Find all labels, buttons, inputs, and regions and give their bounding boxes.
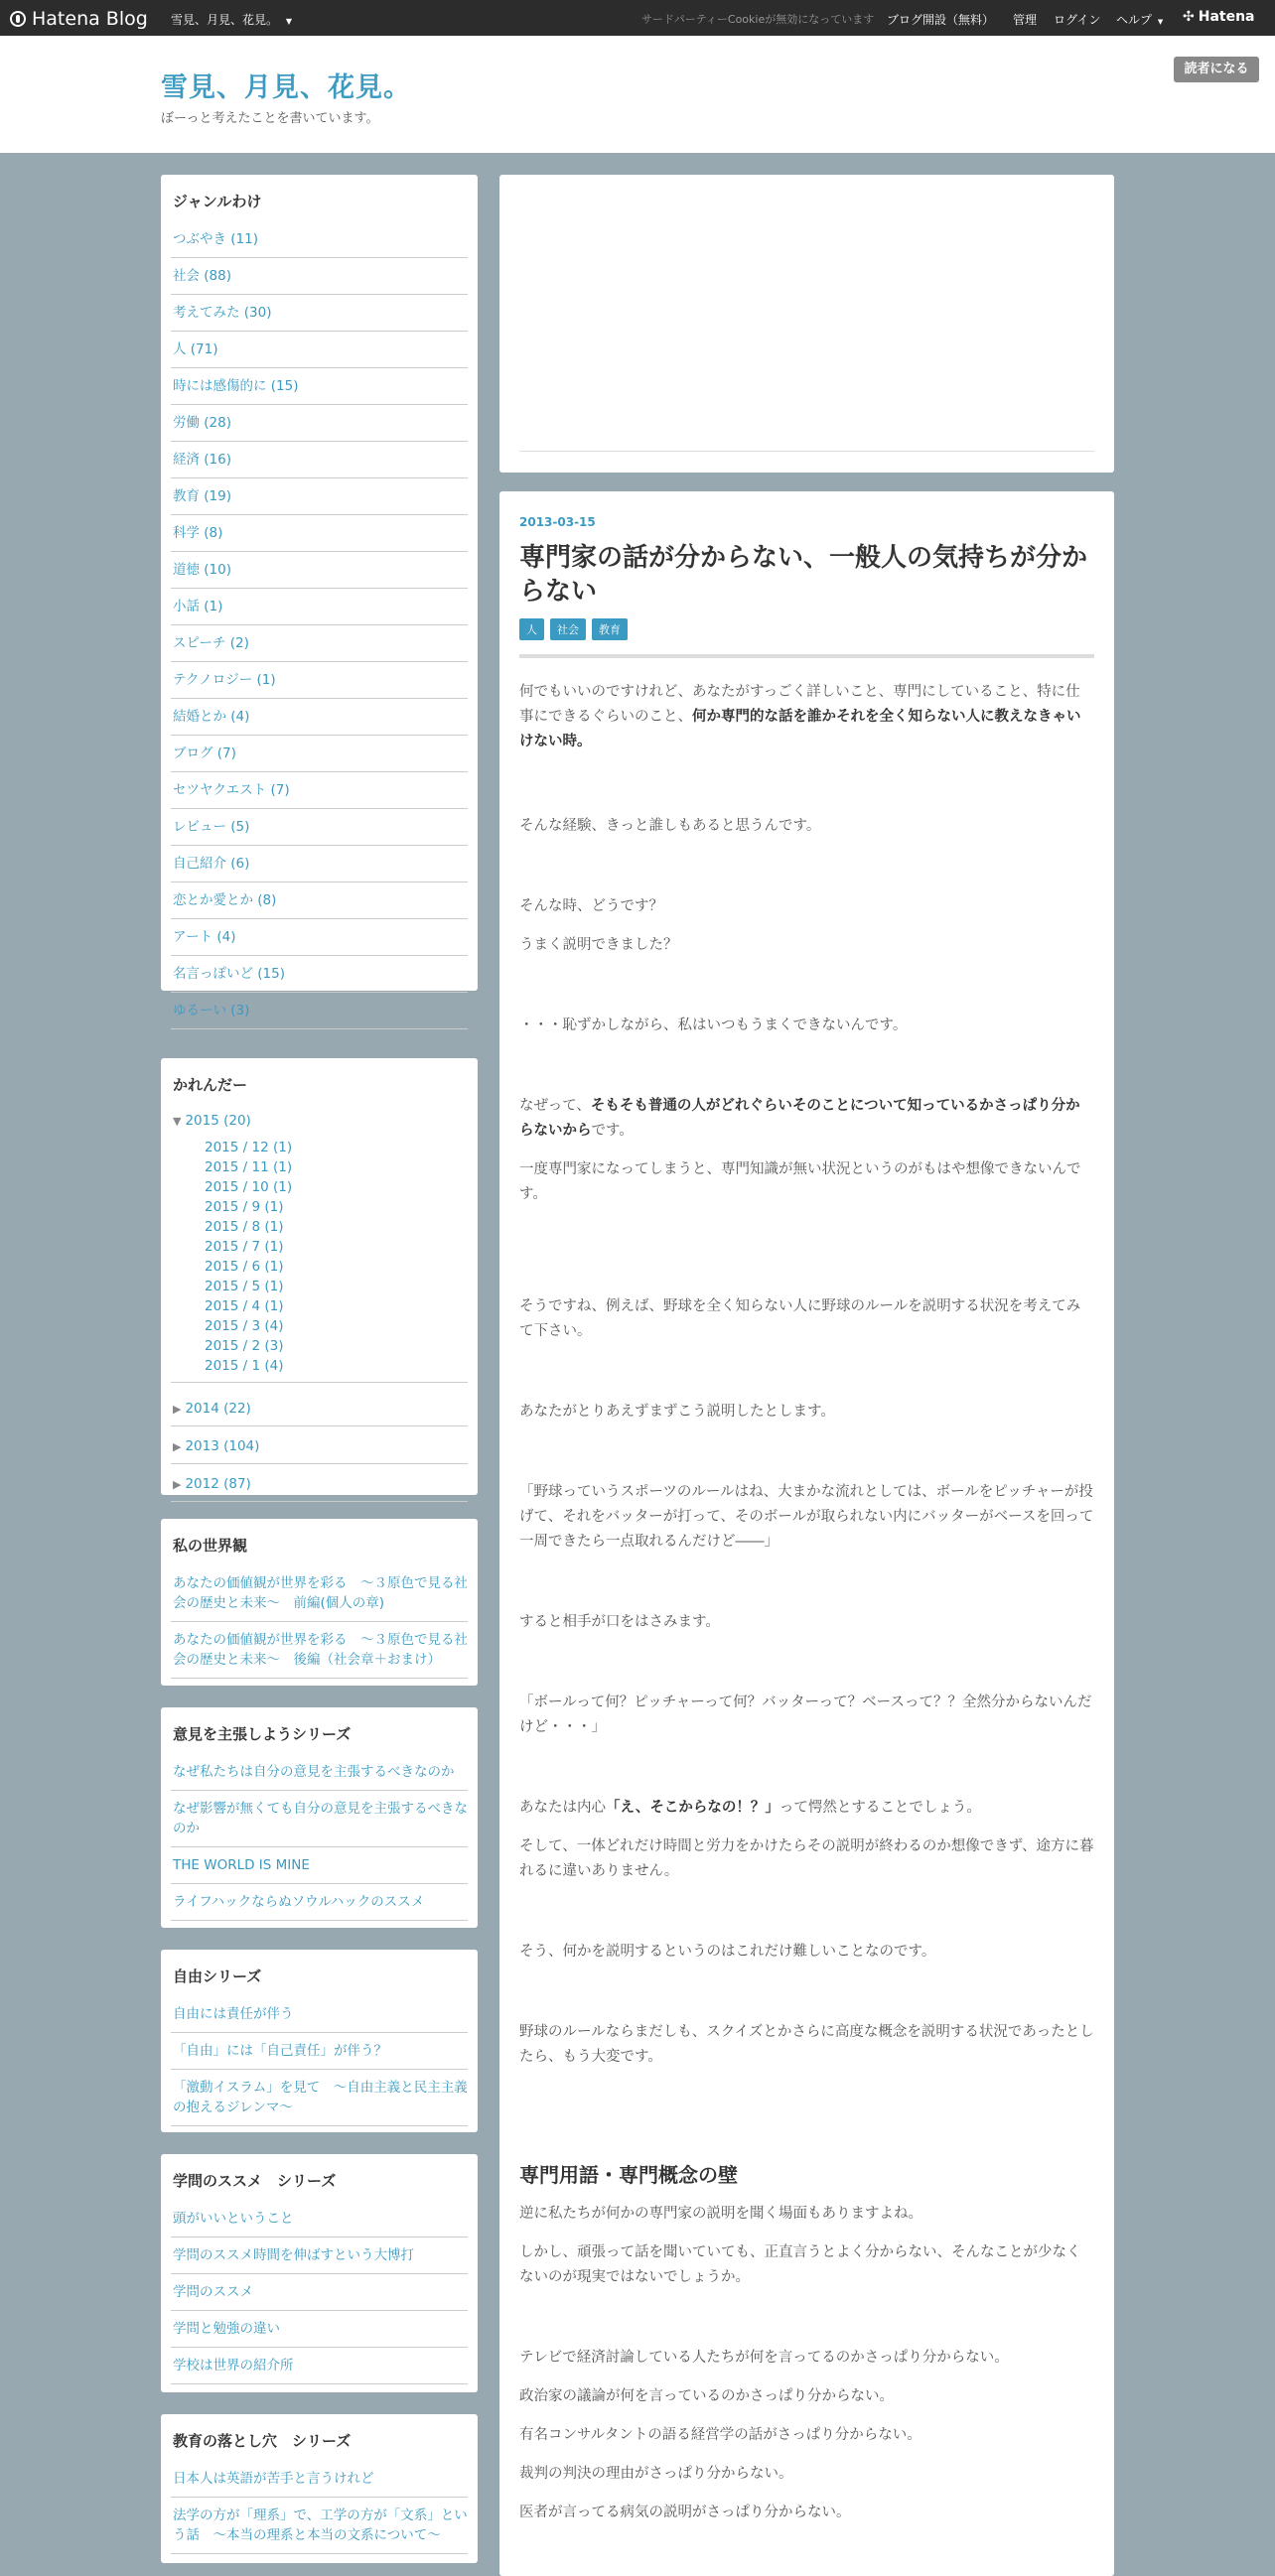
learning-link[interactable]: 学校は世界の紹介所 bbox=[171, 2348, 468, 2384]
module-title: 学問のススメ シリーズ bbox=[173, 2172, 337, 2190]
subscribe-button[interactable]: 読者になる bbox=[1174, 57, 1259, 82]
archive-month[interactable]: 2015 / 10 (1) bbox=[205, 1179, 293, 1195]
article-date[interactable]: 2013-03-15 bbox=[519, 515, 596, 529]
learning-link[interactable]: 学問と勉強の違い bbox=[171, 2311, 468, 2348]
opinion-link[interactable]: なぜ影響が無くても自分の意見を主張するべきなのか bbox=[171, 1791, 468, 1847]
paragraph: 野球のルールならまだしも、スクイズとかさらに高度な概念を説明する状況であったとしたら、もう大変です。 bbox=[519, 2024, 1094, 2065]
category-item[interactable]: 考えてみた (30) bbox=[171, 295, 468, 332]
global-header bbox=[0, 0, 1275, 36]
archive-month[interactable]: 2015 / 5 (1) bbox=[205, 1279, 284, 1294]
learning-link[interactable]: 学問のススメ時間を伸ばすという大博打 bbox=[171, 2237, 468, 2274]
worldview-link[interactable]: あなたの価値観が世界を彩る ～３原色で見る社会の歴史と未来～ 後編（社会章＋おまけ） bbox=[171, 1622, 468, 1679]
paragraph: 裁判の判決の理由がさっぱり分からない。 bbox=[519, 2466, 793, 2482]
category-item[interactable]: 自己紹介 (6) bbox=[171, 846, 468, 882]
emphasis: 「え、そこからなの！？」 bbox=[606, 1800, 779, 1816]
module-title: 教育の落とし穴 シリーズ bbox=[173, 2432, 352, 2450]
chevron-down-icon: ▼ bbox=[1157, 18, 1164, 26]
divider bbox=[519, 451, 1094, 452]
archive-year-2015[interactable] bbox=[171, 1105, 468, 1138]
freedom-link[interactable]: 自由には責任が伴う bbox=[171, 1996, 468, 2033]
worldview-module bbox=[161, 1519, 478, 1686]
article-title[interactable]: 専門家の話が分からない、一般人の気持ちが分からない bbox=[519, 543, 1088, 607]
education-link[interactable]: 法学の方が「理系」で、工学の方が「文系」という話 ～本当の理系と本当の文系について～ bbox=[171, 2498, 468, 2554]
archive-year-2014[interactable] bbox=[171, 1383, 468, 1426]
paragraph: そして、一体どれだけ時間と労力をかけたらその説明が終わるのか想像できず、途方に暮れるに違いありません。 bbox=[519, 1838, 1094, 1879]
blog-title[interactable]: 雪見、月見、花見。 bbox=[161, 72, 411, 103]
paragraph: そんな時、どうです？ bbox=[519, 898, 663, 914]
paragraph: そんな経験、きっと誰しもあると思うんです。 bbox=[519, 818, 821, 834]
blog-description: ぼーっと考えたことを書いています。 bbox=[161, 111, 379, 126]
article-tags bbox=[519, 618, 1094, 640]
text: って愕然とすることでしょう。 bbox=[779, 1800, 981, 1816]
archive-year-label: 2014 (22) bbox=[185, 1401, 251, 1417]
admin-link[interactable]: 管理 bbox=[1013, 13, 1038, 27]
module-title: ジャンルわけ bbox=[173, 193, 262, 210]
paragraph: あなたがとりあえずまずこう説明したとします。 bbox=[519, 1404, 835, 1420]
archive-month[interactable]: 2015 / 2 (3) bbox=[205, 1338, 284, 1354]
paragraph: 医者が言ってる病気の説明がさっぱり分からない。 bbox=[519, 2505, 851, 2520]
category-list bbox=[171, 221, 468, 1029]
paragraph: 一度専門家になってしまうと、専門知識が無い状況というのがもはや想像できないんです。 bbox=[519, 1161, 1081, 1202]
archive-month-list bbox=[171, 1138, 468, 1383]
category-item[interactable]: 道徳 (10) bbox=[171, 552, 468, 589]
paragraph: テレビで経済討論している人たちが何を言ってるのかさっぱり分からない。 bbox=[519, 2350, 1009, 2366]
archive-month[interactable]: 2015 / 4 (1) bbox=[205, 1298, 284, 1314]
category-item[interactable]: 小話 (1) bbox=[171, 589, 468, 625]
opinion-link[interactable]: なぜ私たちは自分の意見を主張するべきなのか bbox=[171, 1754, 468, 1791]
paragraph: うまく説明できました？ bbox=[519, 937, 678, 953]
archive-year-label: 2013 (104) bbox=[185, 1438, 260, 1454]
category-item[interactable]: セツヤクエスト (7) bbox=[171, 772, 468, 809]
module-title: 私の世界観 bbox=[173, 1537, 248, 1555]
module-title: かれんだー bbox=[173, 1076, 248, 1094]
paragraph: ・・・恥ずかしながら、私はいつもうまくできないんです。 bbox=[519, 1017, 908, 1033]
archive-month[interactable]: 2015 / 1 (4) bbox=[205, 1358, 284, 1374]
category-tag[interactable]: 教育 bbox=[592, 618, 628, 640]
text: です。 bbox=[591, 1123, 634, 1139]
category-item[interactable]: 名言っぽいど (15) bbox=[171, 956, 468, 993]
category-item[interactable]: ゆるーい (3) bbox=[171, 993, 468, 1029]
paragraph: そう、何かを説明するというのはこれだけ難しいことなのです。 bbox=[519, 1944, 936, 1960]
learning-link[interactable]: 頭がいいということ bbox=[171, 2201, 468, 2237]
chevron-down-icon: ▼ bbox=[285, 17, 292, 26]
category-item[interactable]: 時には感傷的に (15) bbox=[171, 368, 468, 405]
category-item[interactable]: テクノロジー (1) bbox=[171, 662, 468, 699]
category-item[interactable]: 労働 (28) bbox=[171, 405, 468, 442]
title-divider bbox=[519, 654, 1094, 658]
paragraph bbox=[519, 680, 1094, 754]
article-body bbox=[519, 680, 1094, 2525]
archive-year-2013[interactable] bbox=[171, 1426, 468, 1464]
cookie-notice[interactable]: サードパーティーCookieが無効になっています bbox=[641, 13, 875, 26]
triangle-right-icon[interactable]: ▶ bbox=[173, 1403, 182, 1416]
emphasis: そもそも普通の人がどれぐらいそのことについて知っているかさっぱり分からないから bbox=[519, 1098, 1080, 1139]
emphasis: 何か専門的な話を誰かそれを全く知らない人に教えなきゃいけない時。 bbox=[519, 709, 1081, 749]
text: あなたは内心 bbox=[519, 1800, 606, 1816]
category-tag[interactable]: 社会 bbox=[550, 618, 586, 640]
start-blog-link[interactable]: ブログ開設（無料） bbox=[887, 13, 995, 27]
logo-text: Hatena Blog bbox=[32, 8, 148, 30]
archive-month[interactable]: 2015 / 9 (1) bbox=[205, 1199, 284, 1215]
category-item[interactable]: 結婚とか (4) bbox=[171, 699, 468, 736]
category-item[interactable]: つぶやき (11) bbox=[171, 221, 468, 258]
learning-series-module bbox=[161, 2154, 478, 2392]
category-item[interactable]: アート (4) bbox=[171, 919, 468, 956]
opinion-link[interactable]: THE WORLD IS MINE bbox=[171, 1847, 468, 1884]
ad-box bbox=[499, 175, 1114, 473]
category-tag[interactable]: 人 bbox=[519, 618, 544, 640]
paragraph: 政治家の議論が何を言っているのかさっぱり分からない。 bbox=[519, 2388, 894, 2404]
opinion-series-module bbox=[161, 1707, 478, 1928]
archive-month[interactable]: 2015 / 7 (1) bbox=[205, 1239, 284, 1255]
text: 何でもいいのですけれど、あなたがすっごく詳しいこと、専門にしていること、特に仕事にできるぐらいのこと、 bbox=[519, 684, 1080, 725]
category-item[interactable]: 科学 (8) bbox=[171, 515, 468, 552]
module-title: 自由シリーズ bbox=[173, 1967, 262, 1985]
paragraph: 逆に私たちが何かの専門家の説明を聞く場面もありますよね。 bbox=[519, 2206, 922, 2222]
paragraph bbox=[519, 1796, 1094, 1821]
category-item[interactable]: 社会 (88) bbox=[171, 258, 468, 295]
paragraph: そうですね、例えば、野球を全く知らない人に野球のルールを説明する状況を考えてみて下さい。 bbox=[519, 1298, 1081, 1339]
paragraph: 「野球っていうスポーツのルールはね、大まかな流れとしては、ボールをピッチャーが投げて、それをバッターが打って、そのボールが取られない内にバッターがベースを回って一周できたら一点取れるんだけど――」 bbox=[519, 1484, 1094, 1550]
freedom-link[interactable]: 「自由」には「自己責任」が伴う？ bbox=[171, 2033, 468, 2070]
archive-month[interactable]: 2015 / 12 (1) bbox=[205, 1140, 293, 1155]
category-item[interactable]: 経済 (16) bbox=[171, 442, 468, 478]
hatena-blog-logo[interactable] bbox=[10, 8, 148, 30]
education-link[interactable]: 日本人は英語が苦手と言うけれど bbox=[171, 2461, 468, 2498]
category-item[interactable]: 恋とか愛とか (8) bbox=[171, 882, 468, 919]
triangle-right-icon[interactable]: ▶ bbox=[173, 1440, 182, 1453]
login-link[interactable]: ログイン bbox=[1054, 13, 1101, 27]
paragraph: 「ボールって何？ピッチャーって何？バッターって？ベースって？？全然分からないんだけど・・・」 bbox=[519, 1695, 1092, 1735]
blog-header bbox=[0, 36, 1275, 153]
archive-module bbox=[161, 1058, 478, 1495]
hatena-label: Hatena bbox=[1198, 9, 1255, 25]
archive-month[interactable]: 2015 / 3 (4) bbox=[205, 1318, 284, 1334]
archive-month[interactable]: 2015 / 11 (1) bbox=[205, 1159, 293, 1175]
section-heading: 専門用語・専門概念の壁 bbox=[519, 2163, 738, 2187]
category-item[interactable]: ブログ (7) bbox=[171, 736, 468, 772]
archive-year-2012[interactable] bbox=[171, 1464, 468, 1502]
category-module bbox=[161, 175, 478, 1018]
education-series-module bbox=[161, 2414, 478, 2563]
category-item[interactable]: 教育 (19) bbox=[171, 478, 468, 515]
archive-month[interactable]: 2015 / 8 (1) bbox=[205, 1219, 284, 1235]
archive-month[interactable]: 2015 / 6 (1) bbox=[205, 1259, 284, 1275]
category-item[interactable]: スピーチ (2) bbox=[171, 625, 468, 662]
freedom-link[interactable]: 「激動イスラム」を見て ～自由主義と民主主義の抱えるジレンマ～ bbox=[171, 2070, 468, 2126]
archive-year-label: 2015 (20) bbox=[185, 1113, 251, 1129]
article bbox=[499, 491, 1114, 2576]
freedom-series-module bbox=[161, 1950, 478, 2132]
category-item[interactable]: レビュー (5) bbox=[171, 809, 468, 846]
hatena-menu[interactable] bbox=[1183, 9, 1255, 25]
paragraph bbox=[519, 1094, 1094, 1144]
category-item[interactable]: 人 (71) bbox=[171, 332, 468, 368]
paragraph: すると相手が口をはさみます。 bbox=[519, 1614, 720, 1630]
opinion-link[interactable]: ライフハックならぬソウルハックのススメ bbox=[171, 1884, 468, 1921]
triangle-down-icon[interactable]: ▼ bbox=[173, 1115, 182, 1128]
module-title: 意見を主張しようシリーズ bbox=[173, 1725, 352, 1743]
learning-link[interactable]: 学問のススメ bbox=[171, 2274, 468, 2311]
help-label: ヘルプ bbox=[1116, 13, 1153, 27]
blog-name-menu[interactable] bbox=[171, 11, 292, 28]
help-menu[interactable] bbox=[1116, 11, 1163, 28]
archive-year-label: 2012 (87) bbox=[185, 1476, 251, 1492]
blog-name-label: 雪見、月見、花見。 bbox=[171, 13, 279, 27]
triangle-right-icon[interactable]: ▶ bbox=[173, 1478, 182, 1491]
paragraph: 有名コンサルタントの語る経営学の話がさっぱり分からない。 bbox=[519, 2427, 921, 2443]
text: なぜって、 bbox=[519, 1098, 591, 1114]
paragraph: しかし、頑張って話を聞いていても、正直言うとよく分からない、そんなことが少なくないのが現実ではないでしょうか。 bbox=[519, 2244, 1081, 2285]
hatena-blog-logo-icon bbox=[10, 11, 26, 27]
worldview-link[interactable]: あなたの価値観が世界を彩る ～３原色で見る社会の歴史と未来～ 前編(個人の章) bbox=[171, 1565, 468, 1622]
hatena-sparkle-icon: ✣ bbox=[1183, 9, 1195, 25]
